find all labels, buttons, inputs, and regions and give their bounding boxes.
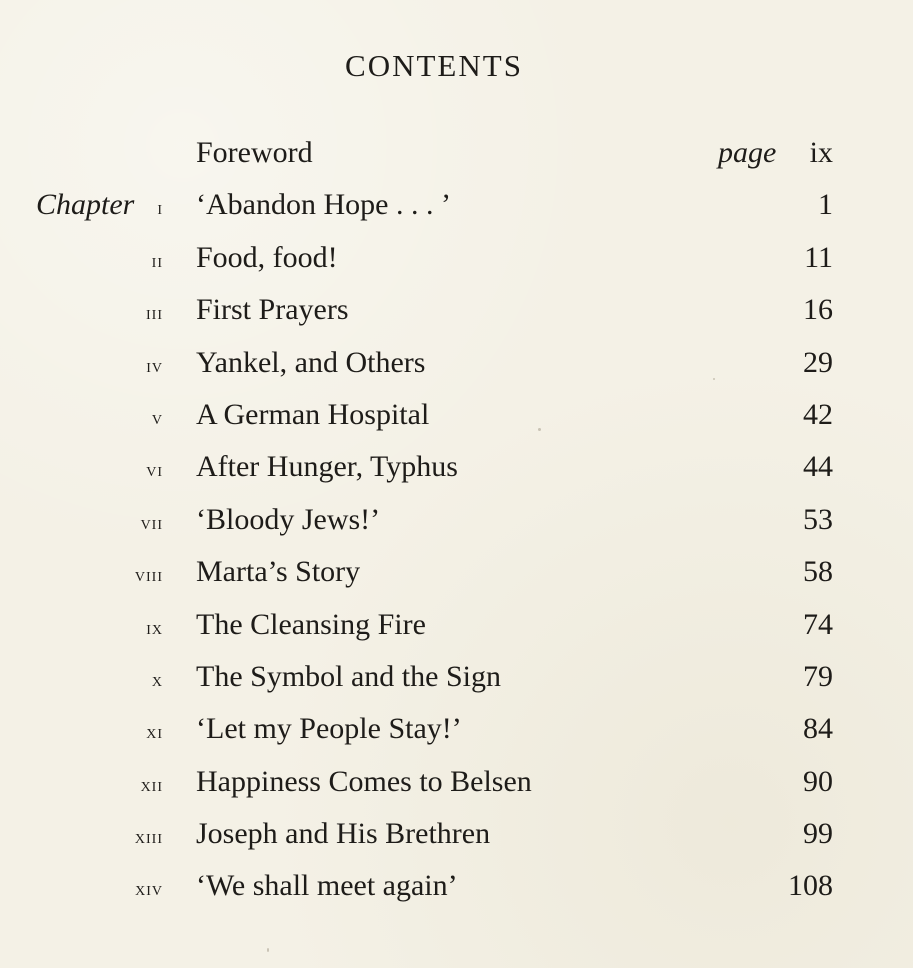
toc-chapter-number: xiii [134, 826, 163, 849]
toc-row [0, 652, 913, 704]
toc-row [0, 704, 913, 756]
toc-chapter-number: x [151, 668, 163, 691]
page-title: CONTENTS [345, 48, 523, 83]
toc-chapter-number: viii [134, 564, 163, 587]
toc-row [0, 338, 913, 390]
toc-entry-title: A German Hospital [196, 397, 430, 431]
toc-page-number: 74 [803, 607, 833, 641]
paper-spot [713, 378, 715, 380]
toc-entry-title: ‘Let my People Stay!’ [196, 712, 462, 746]
paper-spot [267, 948, 269, 952]
toc-entry-title: Marta’s Story [196, 555, 361, 589]
toc-chapter-number: vii [140, 511, 163, 534]
toc-row [0, 757, 913, 809]
toc-entry-title: Joseph and His Brethren [196, 817, 491, 851]
table-of-contents [0, 128, 913, 914]
toc-row [0, 600, 913, 652]
toc-entry-title: The Cleansing Fire [196, 607, 426, 641]
toc-row [0, 233, 913, 285]
toc-entry-title: First Prayers [196, 293, 349, 327]
toc-row [0, 128, 913, 180]
toc-page-number: 84 [803, 712, 833, 746]
toc-row [0, 495, 913, 547]
toc-row [0, 285, 913, 337]
toc-chapter-number: vi [146, 459, 163, 482]
toc-row [0, 809, 913, 861]
toc-page-number: 16 [803, 293, 833, 327]
toc-entry-title: ‘Bloody Jews!’ [196, 502, 381, 536]
toc-chapter-number: iii [146, 302, 163, 325]
toc-entry-title: ‘We shall meet again’ [196, 869, 458, 903]
toc-page-number: 108 [788, 869, 833, 903]
toc-entry-title: Happiness Comes to Belsen [196, 764, 532, 798]
toc-row [0, 547, 913, 599]
toc-page-number: 11 [804, 240, 833, 274]
page-word-label: page [718, 136, 777, 169]
toc-chapter-number: xi [146, 721, 163, 744]
toc-page-number: 53 [803, 502, 833, 536]
toc-row [0, 390, 913, 442]
toc-entry-title: Food, food! [196, 240, 338, 274]
toc-page-number: 44 [803, 450, 833, 484]
toc-chapter-number: xii [140, 773, 163, 796]
toc-row [0, 180, 913, 232]
toc-chapter-number: iv [146, 354, 163, 377]
toc-entry-title: After Hunger, Typhus [196, 450, 458, 484]
toc-row [0, 861, 913, 913]
chapter-word-label: Chapter [36, 188, 135, 222]
toc-page-number: 42 [803, 397, 833, 431]
toc-chapter-number: ii [151, 249, 163, 272]
paper-spot [538, 428, 541, 431]
toc-entry-title: Yankel, and Others [196, 345, 426, 379]
toc-row [0, 442, 913, 494]
toc-page-number: 29 [803, 345, 833, 379]
toc-chapter-number: i [157, 197, 163, 220]
toc-entry-title: ‘Abandon Hope . . . ’ [196, 188, 451, 222]
toc-page-number: 79 [803, 659, 833, 693]
toc-page-number: 99 [803, 817, 833, 851]
toc-page-number: 90 [803, 764, 833, 798]
toc-entry-title: The Symbol and the Sign [196, 659, 501, 693]
toc-chapter-number: ix [146, 616, 163, 639]
toc-page-number: ix [809, 136, 833, 169]
toc-chapter-number: v [151, 406, 163, 429]
toc-page-number: 1 [818, 188, 833, 222]
toc-entry-title: Foreword [196, 136, 313, 169]
toc-page-number: 58 [803, 555, 833, 589]
toc-chapter-number: xiv [135, 878, 163, 901]
